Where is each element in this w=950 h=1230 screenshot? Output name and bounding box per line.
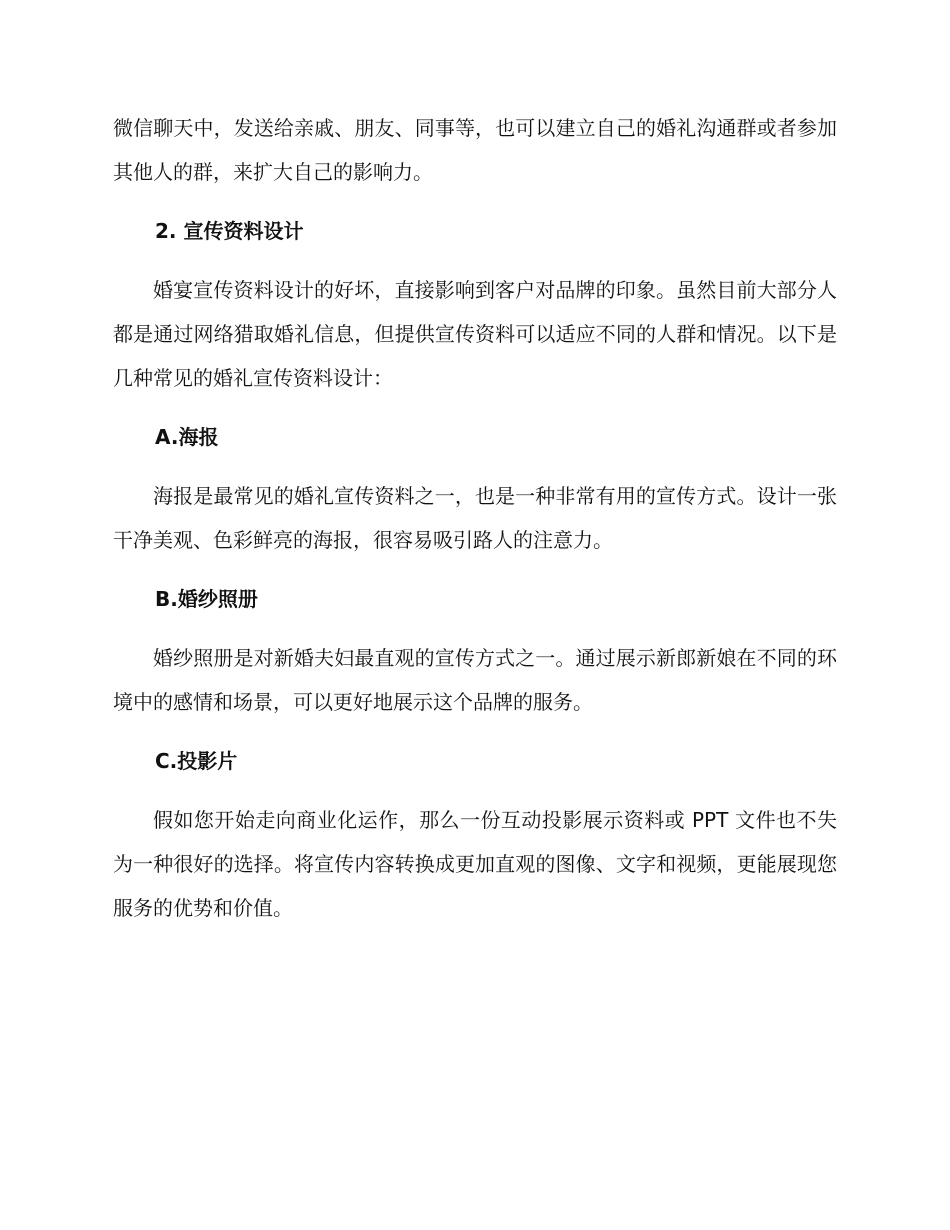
heading-wedding-album: B.婚纱照册 (155, 587, 258, 611)
paragraph-slides: 假如您开始走向商业化运作，那么一份互动投影展示资料或 PPT 文件也不失为一种很好的选择。将宣传内容转换成更加直观的图像、文字和视频，更能展现您服务的优势和价值。 (113, 808, 837, 920)
paragraph-wechat-sharing: 微信聊天中，发送给亲戚、朋友、同事等，也可以建立自己的婚礼沟通群或者参加其他人的群，来扩大自己的影响力。 (113, 116, 837, 184)
heading-promo-materials: 2. 宣传资料设计 (155, 219, 304, 243)
heading-slides: C.投影片 (155, 749, 238, 773)
paragraph-wedding-album: 婚纱照册是对新婚夫妇最直观的宣传方式之一。通过展示新郎新娘在不同的环境中的感情和场景，可以更好地展示这个品牌的服务。 (113, 646, 837, 714)
paragraph-promo-materials: 婚宴宣传资料设计的好坏，直接影响到客户对品牌的印象。虽然目前大部分人都是通过网络猎取婚礼信息，但提供宣传资料可以适应不同的人群和情况。以下是几种常见的婚礼宣传资料设计： (113, 278, 837, 390)
heading-poster: A.海报 (155, 425, 219, 449)
document-body (113, 106, 837, 945)
paragraph-poster: 海报是最常见的婚礼宣传资料之一，也是一种非常有用的宣传方式。设计一张干净美观、色彩鲜亮的海报，很容易吸引路人的注意力。 (113, 484, 837, 552)
